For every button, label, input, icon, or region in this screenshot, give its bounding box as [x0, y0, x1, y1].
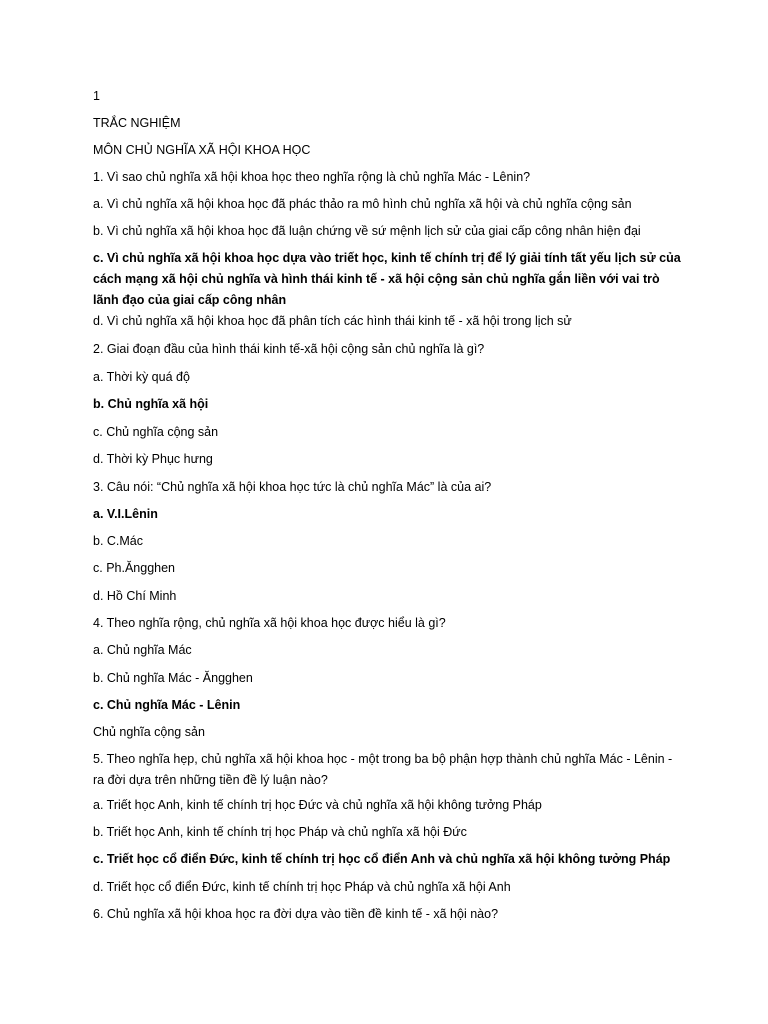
answer-4d: Chủ nghĩa cộng sản [93, 725, 205, 739]
answer-3b: b. C.Mác [93, 534, 144, 548]
answer-3d: d. Hồ Chí Minh [93, 589, 177, 603]
answer-2c: c. Chủ nghĩa cộng sản [93, 425, 219, 439]
answer-1c-correct: c. Vì chủ nghĩa xã hội khoa học dựa vào triết học, kinh tế chính trị để lý giải tính tất yếu lịch sử của cách mạng xã hội chủ nghĩa và hình thái kinh tế - xã hội cộng sản chủ nghĩa gắn liền với vai trò lãnh đạo của giai cấp công nhân [93, 251, 681, 307]
question-3: 3. Câu nói: “Chủ nghĩa xã hội khoa học tức là chủ nghĩa Mác” là của ai? [93, 480, 492, 494]
answer-4c-correct: c. Chủ nghĩa Mác - Lênin [93, 698, 241, 712]
answer-5c-correct: c. Triết học cổ điển Đức, kinh tế chính trị học cổ điển Anh và chủ nghĩa xã hội không tưởng Pháp [93, 852, 671, 866]
subject-title: MÔN CHỦ NGHĨA XÃ HỘI KHOA HỌC [93, 143, 311, 157]
question-6: 6. Chủ nghĩa xã hội khoa học ra đời dựa vào tiền đề kinh tế - xã hội nào? [93, 907, 499, 921]
answer-5d: d. Triết học cổ điển Đức, kinh tế chính trị học Pháp và chủ nghĩa xã hội Anh [93, 880, 511, 894]
answer-4a: a. Chủ nghĩa Mác [93, 643, 192, 657]
answer-5a: a. Triết học Anh, kinh tế chính trị học Đức và chủ nghĩa xã hội không tưởng Pháp [93, 798, 542, 812]
question-1: 1. Vì sao chủ nghĩa xã hội khoa học theo nghĩa rộng là chủ nghĩa Mác - Lênin? [93, 170, 531, 184]
question-5: 5. Theo nghĩa hẹp, chủ nghĩa xã hội khoa học - một trong ba bộ phận hợp thành chủ nghĩa Mác - Lênin - ra đời dựa trên những tiền đề lý luận nào? [93, 752, 673, 787]
answer-1a: a. Vì chủ nghĩa xã hội khoa học đã phác thảo ra mô hình chủ nghĩa xã hội và chủ nghĩa cộng sản [93, 197, 632, 211]
answer-2a: a. Thời kỳ quá độ [93, 370, 190, 384]
answer-3a-correct: a. V.I.Lênin [93, 507, 158, 521]
document-heading: TRẮC NGHIỆM [93, 116, 181, 130]
answer-1b: b. Vì chủ nghĩa xã hội khoa học đã luận chứng về sứ mệnh lịch sử của giai cấp công nhân hiện đại [93, 224, 641, 238]
page-number: 1 [93, 89, 100, 103]
answer-2b-correct: b. Chủ nghĩa xã hội [93, 397, 209, 411]
answer-2d: d. Thời kỳ Phục hưng [93, 452, 213, 466]
answer-4b: b. Chủ nghĩa Mác - Ăngghen [93, 671, 253, 685]
answer-1d: d. Vì chủ nghĩa xã hội khoa học đã phân tích các hình thái kinh tế - xã hội trong lịch sử [93, 314, 572, 328]
question-4: 4. Theo nghĩa rộng, chủ nghĩa xã hội khoa học được hiểu là gì? [93, 616, 446, 630]
answer-5b: b. Triết học Anh, kinh tế chính trị học Pháp và chủ nghĩa xã hội Đức [93, 825, 467, 839]
answer-3c: c. Ph.Ăngghen [93, 561, 176, 575]
question-2: 2. Giai đoạn đầu của hình thái kinh tế-xã hội cộng sản chủ nghĩa là gì? [93, 342, 485, 356]
